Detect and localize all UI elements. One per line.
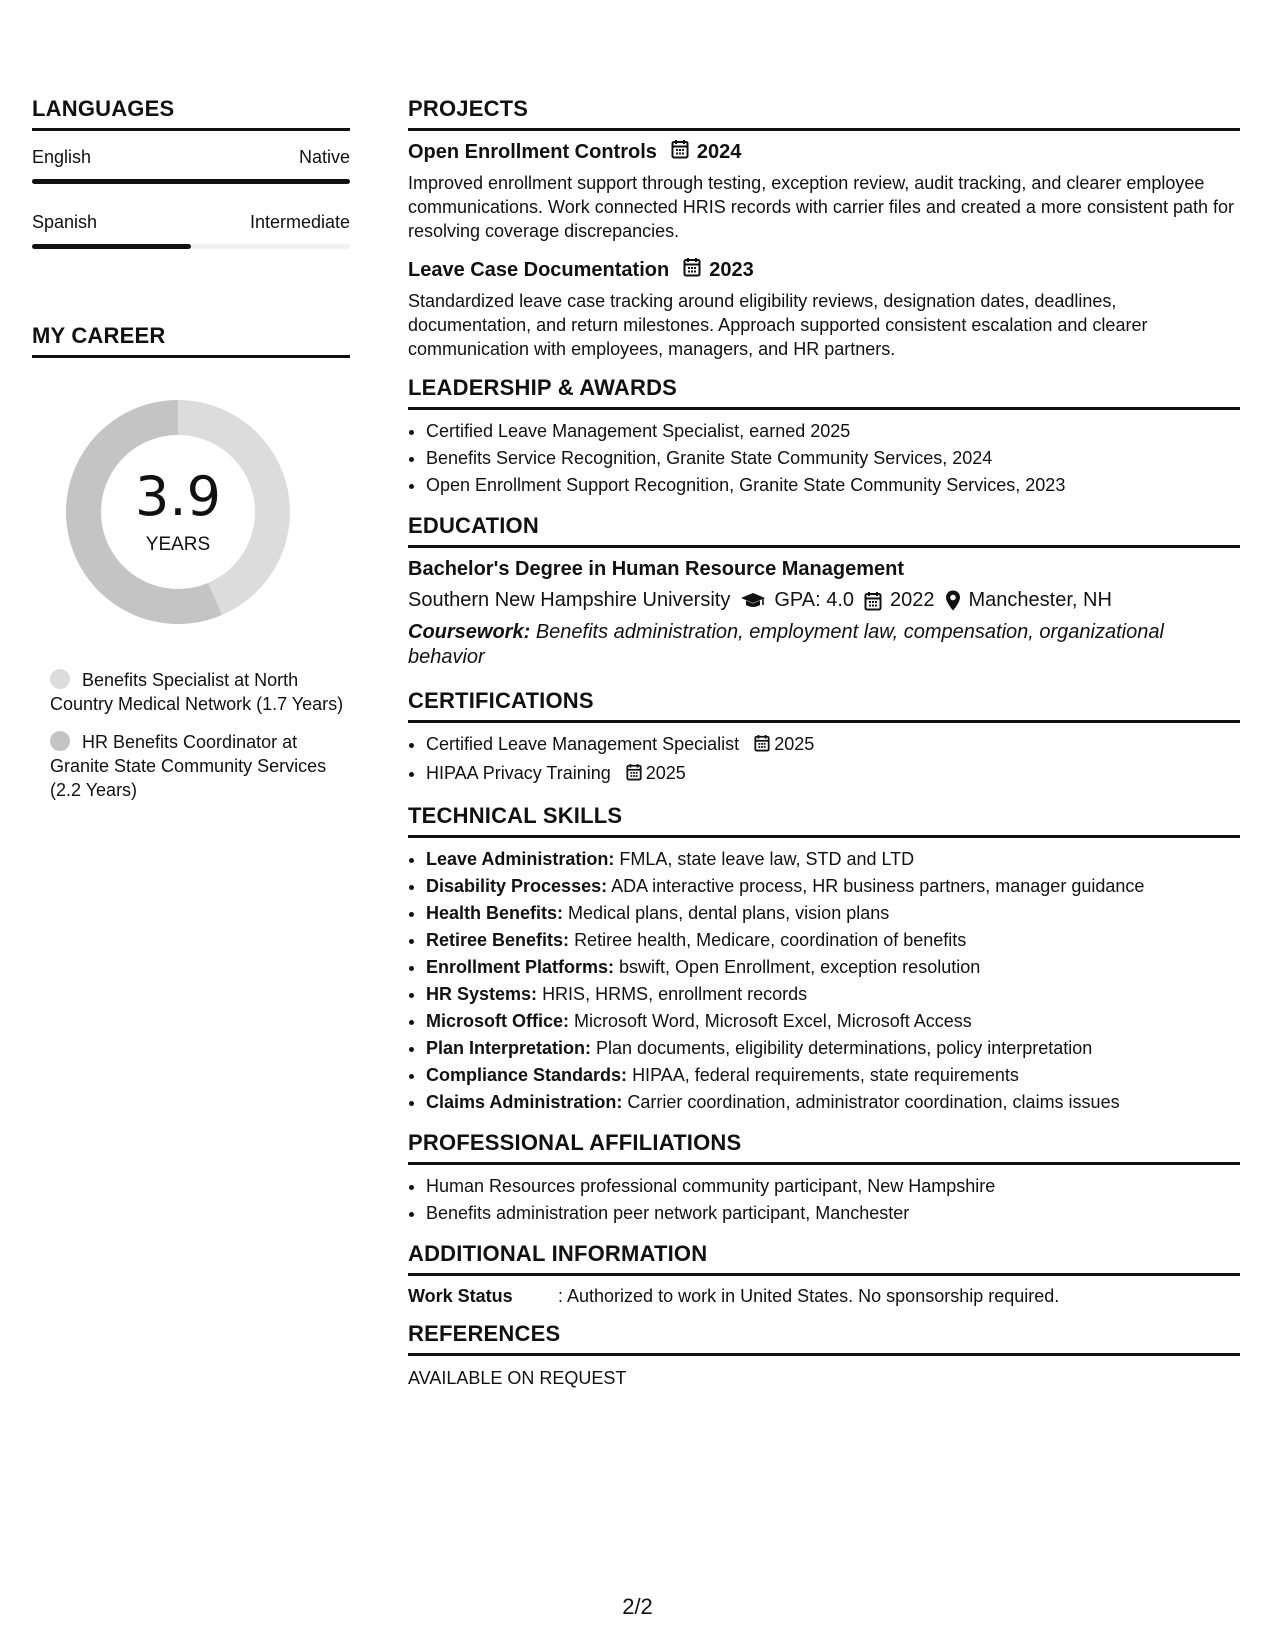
list-item: • Certified Leave Management Specialist, earned 2025 — [426, 418, 1240, 445]
project-year: 2024 — [696, 140, 742, 163]
career-legend-item — [50, 730, 350, 802]
list-item — [426, 954, 1240, 981]
language-item — [32, 147, 350, 184]
education-heading: EDUCATION — [408, 513, 1240, 548]
skill-label: HR Systems: — [426, 984, 538, 1004]
list-item — [426, 760, 1240, 789]
leadership-heading: LEADERSHIP & AWARDS — [408, 375, 1240, 410]
certification-name: Certified Leave Management Specialist — [426, 734, 740, 754]
coursework-value: Benefits administration, employment law, compensation, organizational behavior — [408, 621, 1164, 668]
additional-info-heading: ADDITIONAL INFORMATION — [408, 1241, 1240, 1276]
skill-value: Plan documents, eligibility determinations, policy interpretation — [596, 1038, 1093, 1058]
references-text: AVAILABLE ON REQUEST — [408, 1368, 627, 1388]
calendar-icon — [864, 591, 882, 611]
affiliations-list — [408, 1173, 1240, 1227]
calendar-icon — [754, 733, 770, 760]
language-proficiency-fill — [32, 179, 350, 184]
graduation-cap-icon — [740, 592, 766, 610]
education-gpa: GPA: 4.0 — [774, 589, 855, 611]
project-name: Open Enrollment Controls — [408, 140, 657, 163]
skill-value: Retiree health, Medicare, coordination of benefits — [574, 930, 967, 950]
list-item: • Human Resources professional community participant, New Hampshire — [426, 1173, 1240, 1200]
calendar-icon — [683, 257, 701, 283]
skill-value: Microsoft Word, Microsoft Excel, Microsoft Access — [574, 1011, 972, 1031]
career-total: 3.9 — [135, 465, 221, 528]
career-unit: YEARS — [145, 534, 211, 555]
skill-label: Plan Interpretation: — [426, 1038, 592, 1058]
left-column — [32, 96, 350, 816]
certifications-list — [408, 731, 1240, 789]
project-name: Leave Case Documentation — [408, 258, 670, 281]
language-proficiency-bar — [32, 244, 350, 249]
education-location: Manchester, NH — [968, 589, 1112, 611]
legend-dot-icon — [50, 669, 70, 689]
skills-heading: TECHNICAL SKILLS — [408, 803, 1240, 838]
list-item — [426, 900, 1240, 927]
career-legend — [32, 668, 350, 802]
career-donut-center — [66, 400, 290, 624]
work-status-value: : Authorized to work in United States. No sponsorship required. — [558, 1286, 1060, 1306]
certifications-heading: CERTIFICATIONS — [408, 688, 1240, 723]
education-details — [408, 589, 1240, 612]
languages-heading: LANGUAGES — [32, 96, 350, 131]
location-pin-icon — [945, 590, 961, 611]
language-proficiency-bar — [32, 179, 350, 184]
right-column — [408, 96, 1240, 1389]
skill-label: Enrollment Platforms: — [426, 957, 615, 977]
list-item — [426, 1062, 1240, 1089]
list-item — [426, 1089, 1240, 1116]
project-item — [408, 139, 1240, 243]
work-status-label: Work Status — [408, 1286, 513, 1306]
education-degree: Bachelor's Degree in Human Resource Management — [408, 558, 905, 580]
skill-label: Disability Processes: — [426, 876, 608, 896]
page-number: 2/2 — [622, 1594, 653, 1619]
skill-value: Carrier coordination, administrator coordination, claims issues — [627, 1092, 1120, 1112]
references-heading: REFERENCES — [408, 1321, 1240, 1356]
career-heading: MY CAREER — [32, 323, 350, 358]
certification-year-wrap — [626, 763, 686, 783]
career-legend-label: HR Benefits Coordinator at Granite State Community Services (2.2 Years) — [50, 732, 327, 800]
list-item: • Benefits Service Recognition, Granite State Community Services, 2024 — [426, 445, 1240, 472]
project-year: 2023 — [709, 258, 754, 281]
certification-name: HIPAA Privacy Training — [426, 763, 611, 783]
list-item: • Open Enrollment Support Recognition, Granite State Community Services, 2023 — [426, 472, 1240, 499]
skills-list — [408, 846, 1240, 1116]
list-item — [426, 846, 1240, 873]
education-school: Southern New Hampshire University — [408, 589, 731, 611]
skill-label: Health Benefits: — [426, 903, 564, 923]
skill-value: HIPAA, federal requirements, state requirements — [632, 1065, 1019, 1085]
coursework-label: Coursework: — [408, 621, 531, 643]
skill-value: Medical plans, dental plans, vision plans — [568, 903, 890, 923]
list-item — [426, 731, 1240, 760]
certification-year: 2025 — [774, 734, 815, 754]
certification-year: 2025 — [645, 763, 686, 783]
language-level: Intermediate — [249, 212, 350, 232]
legend-dot-icon — [50, 731, 70, 751]
certification-year-wrap — [754, 734, 814, 754]
skill-label: Microsoft Office: — [426, 1011, 570, 1031]
list-item — [426, 927, 1240, 954]
list-item — [426, 981, 1240, 1008]
skill-value: bswift, Open Enrollment, exception resolution — [619, 957, 981, 977]
skill-label: Claims Administration: — [426, 1092, 623, 1112]
skill-label: Compliance Standards: — [426, 1065, 628, 1085]
leadership-list — [408, 418, 1240, 499]
education-year: 2022 — [890, 589, 935, 611]
skill-label: Retiree Benefits: — [426, 930, 570, 950]
affiliations-heading: PROFESSIONAL AFFILIATIONS — [408, 1130, 1240, 1165]
language-name: Spanish — [32, 212, 98, 232]
work-status-row — [408, 1286, 1240, 1307]
calendar-icon — [671, 139, 689, 165]
career-legend-item — [50, 668, 350, 716]
skill-value: ADA interactive process, HR business partners, manager guidance — [611, 876, 1145, 896]
language-item — [32, 212, 350, 249]
career-legend-label: Benefits Specialist at North Country Medical Network (1.7 Years) — [50, 670, 344, 714]
project-item — [408, 257, 1240, 361]
language-name: English — [32, 147, 92, 167]
list-item — [426, 1035, 1240, 1062]
skill-label: Leave Administration: — [426, 849, 615, 869]
skill-value: HRIS, HRMS, enrollment records — [542, 984, 808, 1004]
career-donut-chart — [32, 400, 350, 632]
project-description: Standardized leave case tracking around eligibility reviews, designation dates, deadlines, documentation, and return milestones. Approach supported consistent escalation and clearer communication with employees, managers, and HR partners. — [408, 291, 1148, 359]
skill-value: FMLA, state leave law, STD and LTD — [619, 849, 915, 869]
projects-heading: PROJECTS — [408, 96, 1240, 131]
list-item — [426, 873, 1240, 900]
project-description: Improved enrollment support through testing, exception review, audit tracking, and clearer employee communications. Work connected HRIS records with carrier files and created a more consistent path for resolving coverage discrepancies. — [408, 173, 1235, 241]
list-item — [426, 1008, 1240, 1035]
language-level: Native — [298, 147, 350, 167]
education-coursework — [408, 620, 1240, 670]
list-item: • Benefits administration peer network participant, Manchester — [426, 1200, 1240, 1227]
language-proficiency-fill — [32, 244, 191, 249]
calendar-icon — [626, 762, 642, 789]
